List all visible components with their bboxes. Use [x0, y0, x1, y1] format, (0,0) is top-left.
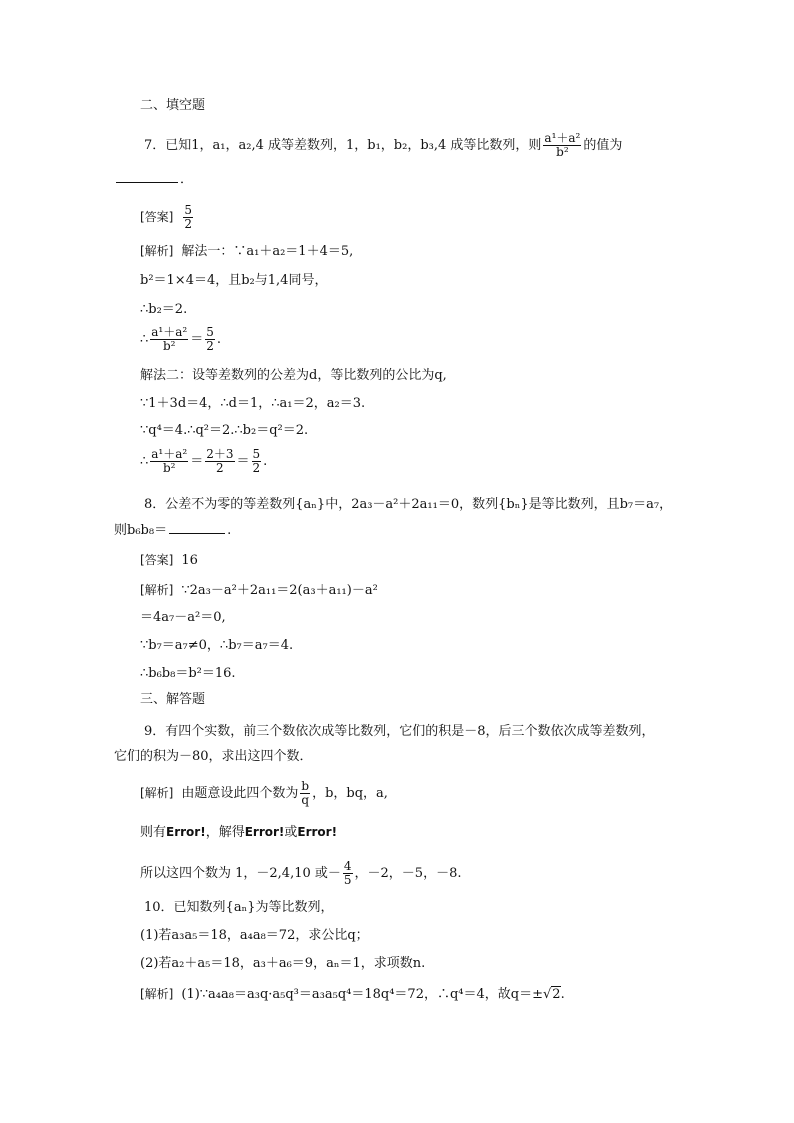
question-7-answer — [140, 204, 195, 231]
answer-blank — [169, 532, 225, 534]
analysis-line: ∴b₂＝2. — [140, 302, 188, 317]
question-10-text: 10．已知数列{aₙ}为等比数列， — [144, 900, 334, 915]
analysis-line: ∴ $\frac{\text{a¹＋a²}}{\text{b²}}$ ＝ $\frac{2+3}{2}$ ＝ $\frac{5}{2}$ . — [140, 447, 268, 475]
question-10-analysis: [解析] (1)∵a₄a₈＝a₃q·a₅q³＝a₃a₅q⁴＝18q⁴＝72，∴q⁴＝4，故q＝±√2. — [140, 987, 565, 1002]
analysis-line: ∵q⁴＝4.∴q²＝2.∴b₂＝q²＝2. — [140, 423, 309, 438]
error-field: Error! — [297, 825, 338, 839]
answer-blank — [116, 181, 178, 183]
question-8-text: 8．公差不为零的等差数列{aₙ}中，2a₃－a²＋2a₁₁＝0，数列{bₙ}是等比数列，且b₇＝a₇， — [144, 497, 673, 512]
analysis-tag: [解析] — [140, 786, 174, 800]
analysis-line: b²＝1×4＝4，且b₂与1,4同号， — [140, 273, 328, 288]
analysis-tag: [解析] — [140, 583, 174, 597]
analysis-line: ＝4a₇－a²＝0, — [140, 610, 226, 625]
question-7-analysis-method-1: [解析] 解法一：∵a₁＋a₂＝1＋4＝5, — [140, 244, 354, 259]
question-7-text: 7．已知1，a₁，a₂,4 成等差数列，1，b₁，b₂，b₃,4 成等比数列，则 $\frac{\text{a¹＋a²}}{\text{b²}}$ 的值为 — [144, 131, 623, 159]
error-field: Error! — [166, 825, 206, 839]
question-9-text: 9．有四个实数，前三个数依次成等比数列，它们的积是－8，后三个数依次成等差数列， — [144, 724, 655, 739]
sqrt-symbol: √ — [543, 987, 552, 1002]
question-10-part-2: (2)若a₂＋a₅＝18，a₃＋a₆＝9，aₙ＝1，求项数n. — [140, 956, 426, 971]
analysis-line: ∴ $\frac{\text{a¹＋a²}}{\text{b²}}$ ＝ $\frac{5}{2}$ . — [140, 325, 222, 353]
answer-fraction: $\frac{5}{2}$ — [184, 203, 193, 231]
analysis-line: ∴b₆b₈＝b²＝16. — [140, 666, 236, 681]
question-8-analysis: [解析] ∵2a₃－a²＋2a₁₁＝2(a₃＋a₁₁)－a² — [140, 583, 378, 598]
error-field: Error! — [244, 825, 285, 839]
analysis-line: ∵1＋3d＝4，∴d＝1，∴a₁＝2，a₂＝3. — [140, 396, 366, 411]
question-7-blank-line: ． — [114, 170, 193, 190]
question-8-answer: [答案] 16 — [140, 553, 198, 568]
analysis-line-system: 则有Error!，解得Error!或Error! — [140, 825, 338, 840]
section-heading-solution: 三、解答题 — [140, 692, 206, 707]
question-7-fraction: $\frac{\text{a¹＋a²}}{\text{b²}}$ — [544, 131, 581, 159]
section-heading-fill-in: 二、填空题 — [140, 98, 206, 113]
question-8-text-line-2: 则b₆b₈＝ . — [114, 523, 232, 538]
question-9-text-line-2: 它们的积为－80，求出这四个数． — [114, 749, 313, 764]
analysis-tag: [解析] — [140, 244, 174, 258]
answer-tag: [答案] — [140, 210, 174, 224]
question-10-part-1: (1)若a₃a₅＝18，a₄a₈＝72，求公比q； — [140, 928, 369, 943]
answer-tag: [答案] — [140, 553, 174, 567]
analysis-line: ∵b₇＝a₇≠0，∴b₇＝a₇＝4. — [140, 638, 294, 653]
analysis-tag: [解析] — [140, 987, 174, 1001]
analysis-method-2: 解法二：设等差数列的公差为d，等比数列的公比为q, — [140, 368, 447, 383]
analysis-line: 所以这四个数为 1，－2,4,10 或－ $\frac{4}{5}$ ，－2，－5，－8. — [140, 859, 462, 887]
question-9-analysis: [解析] 由题意设此四个数为 $\frac{b}{q}$ ，b，bq，a, — [140, 779, 388, 807]
